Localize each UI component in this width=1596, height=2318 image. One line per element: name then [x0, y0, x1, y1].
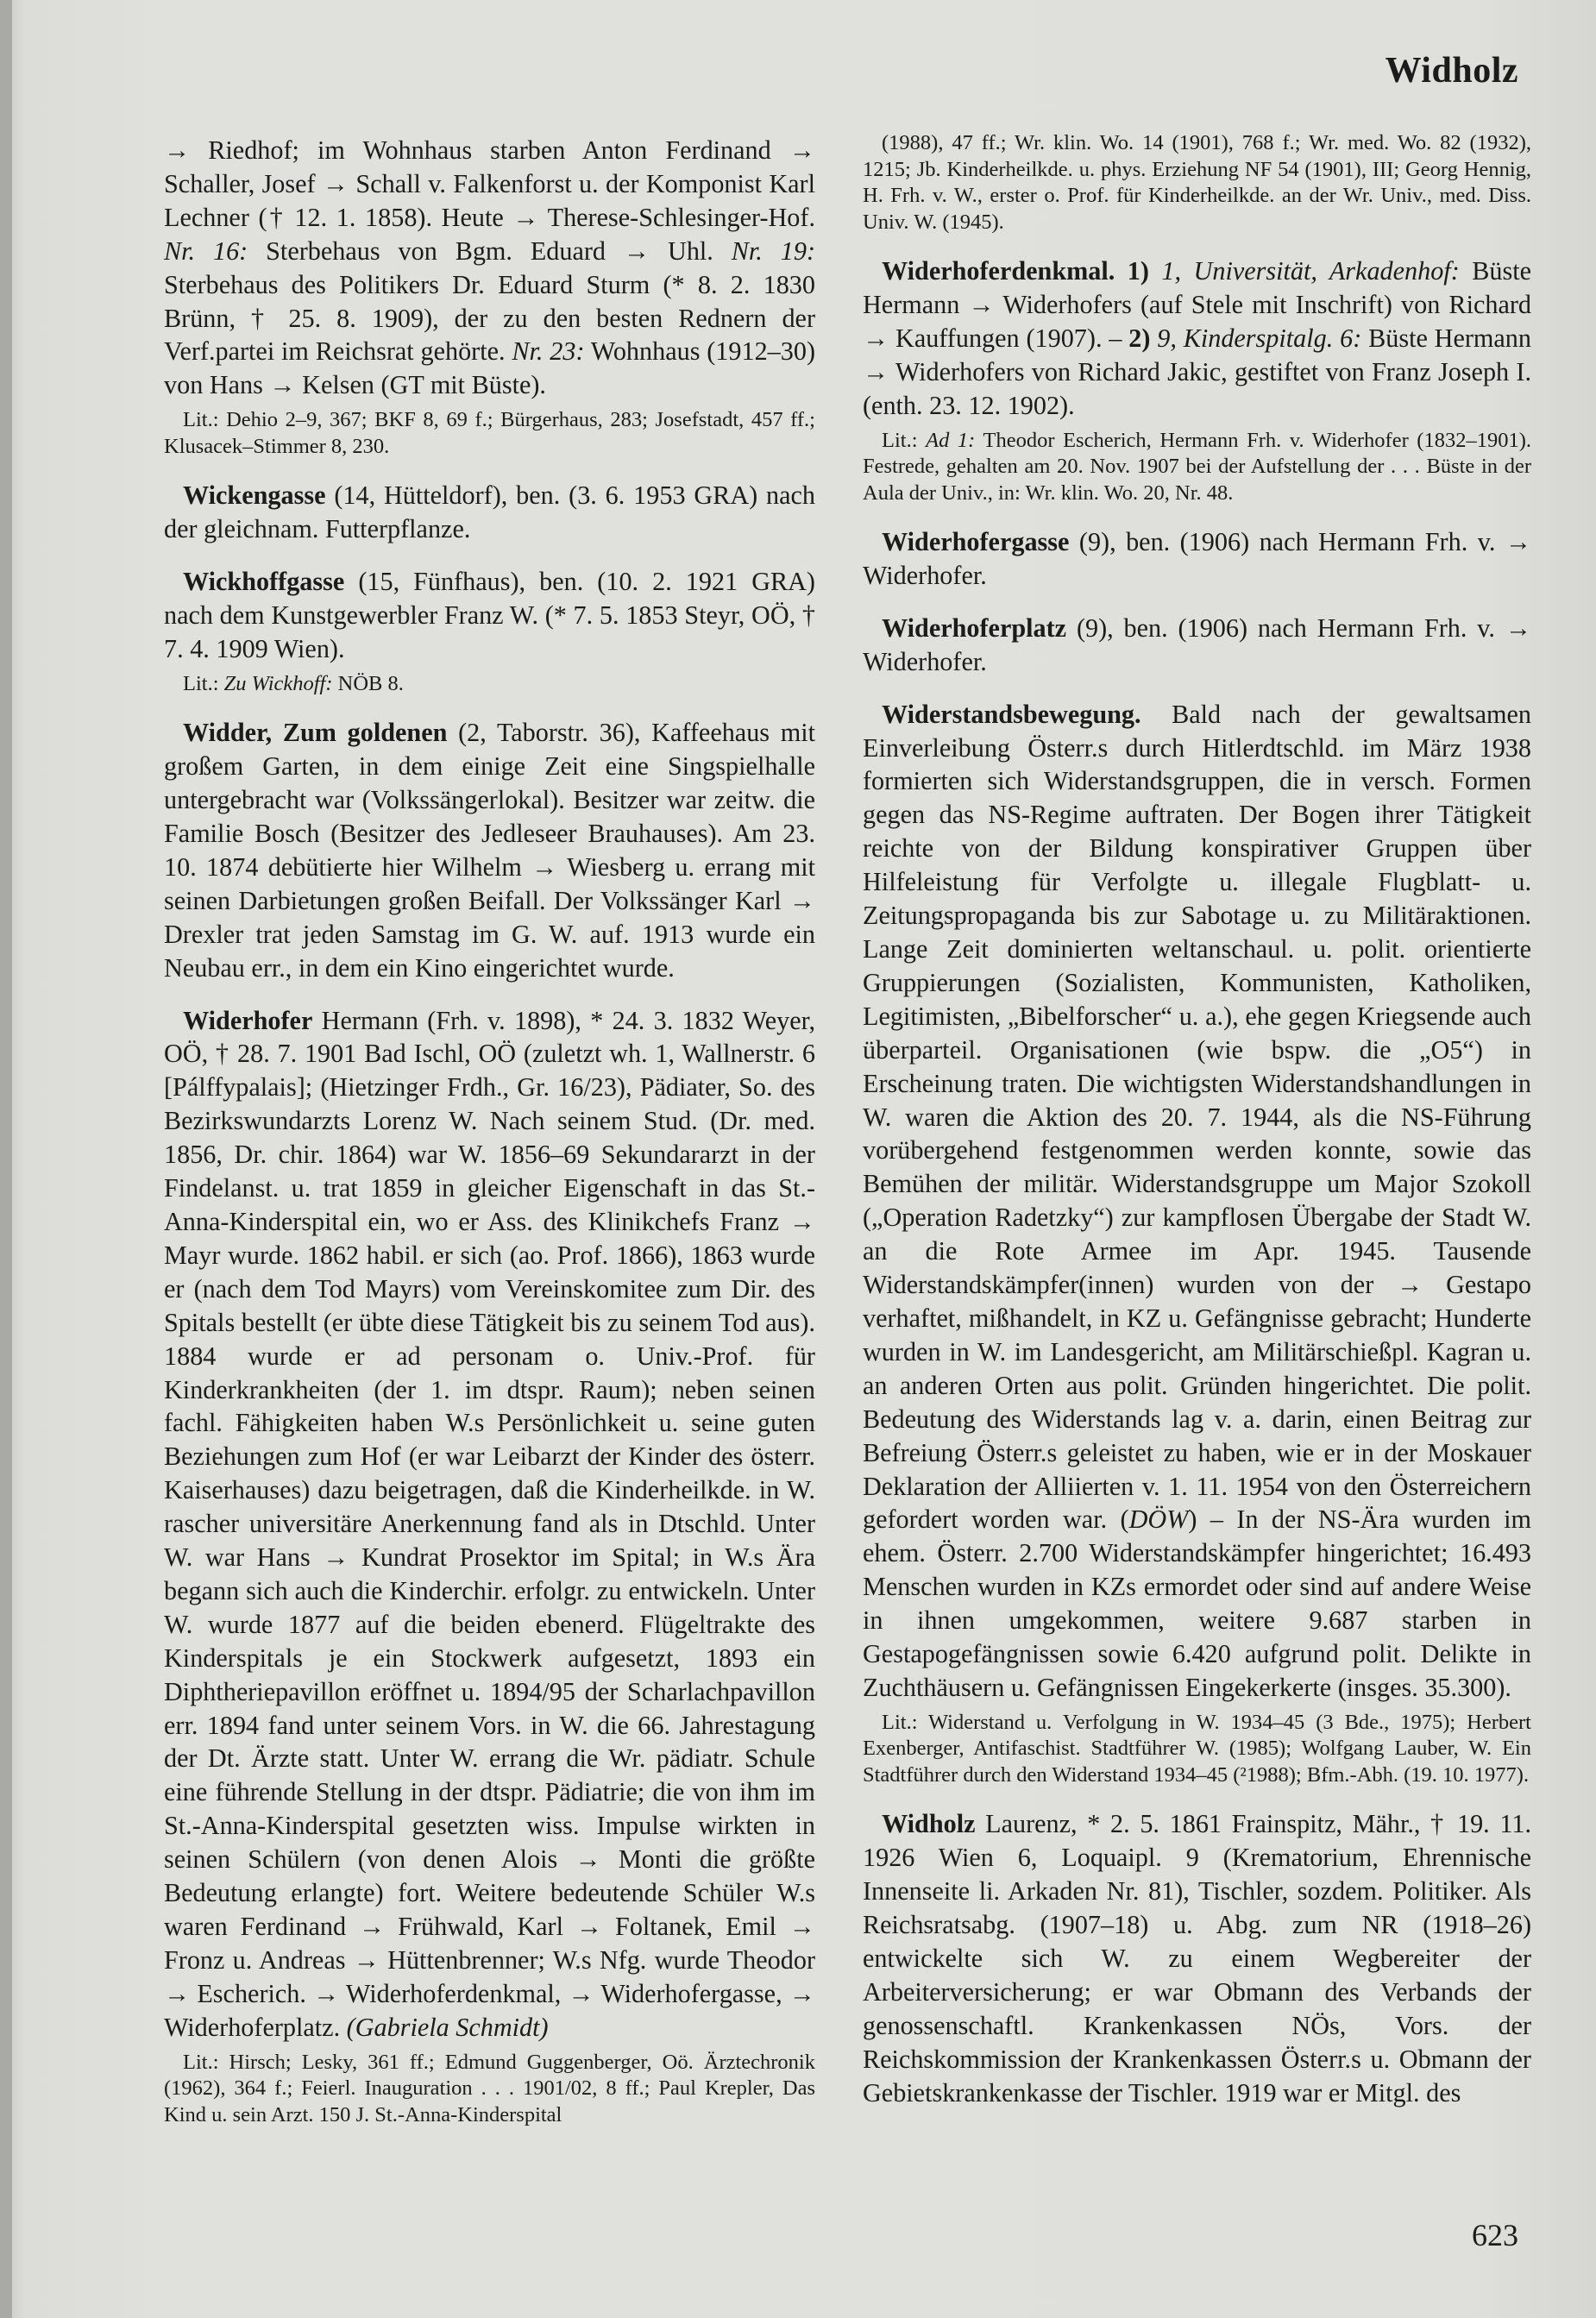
entry-widerhofer: Widerhofer Hermann (Frh. v. 1898), * 24. 3. 1832 Weyer, OÖ, † 28. 7. 1901 Bad Ischl, OÖ (zuletzt wh. 1, Wallnerstr. 6 [Pálffypalais]; (Hietzinger Frdh., Gr. 16/23), Pädiater, So. des Bezirkswundarzts Lorenz W. Nach seinem Stud. (Dr. med. 1856, Dr. chir. 1864) war W. 1856–69 Sekundararzt in der Findelanst. u. trat 1859 in gleicher Eigenschaft in das St.-Anna-Kinderspital ein, wo er Ass. des Klinikchefs Franz → Mayr wurde. 1862 habil. er sich (ao. Prof. 1866), 1863 wurde er (nach dem Tod Mayrs) vom Vereinskomitee zum Dir. des Spitals bestellt (er übte diese Tätigkeit bis zu seinem Tod aus). 1884 wurde er ad personam o. Univ.-Prof. für Kinderkrankheiten (der 1. im dtspr. Raum); neben seinen fachl. Fähigkeiten haben W.s Persönlichkeit u. seine guten Beziehungen zum Hof (er war Leibarzt der Kinder des österr. Kaiserhauses) dazu beigetragen, daß die Kinderheilkde. in W. rascher universitäre Anerkennung fand als in Dtschld. Unter W. war Hans → Kundrat Prosektor im Spital; in W.s Ära begann sich auch die Kinderchir. erfolgr. zu entwickeln. Unter W. wurde 1877 auf die beiden ebenerd. Flügeltrakte des Kinderspitals je ein Stockwerk aufgesetzt, 1893 ein Diphtheriepavillon eröffnet u. 1894/95 der Scharlachpavillon err. 1894 fand unter seinem Vors. in W. die 66. Jahrestagung der Dt. Ärzte statt. Unter W. errang die Wr. pädiatr. Schule eine führende Stellung in der dtspr. Pädiatrie; die von ihm im St.-Anna-Kinderspital gesetzten wiss. Impulse wirkten in seinen Schülern (von denen Alois → Monti die größte Bedeutung erlangte) fort. Weitere bedeutende Schüler W.s waren Ferdinand → Frühwald, Karl → Foltanek, Emil → Fronz u. Andreas → Hüttenbrenner; W.s Nfg. wurde Theodor → Escherich. → Widerhoferdenkmal, → Widerhofergasse, → Widerhoferplatz. (Gabriela Schmidt) — [164, 1005, 815, 2042]
entry-widerhofergasse: Widerhofergasse (9), ben. (1906) nach Hermann Frh. v. → Widerhofer. — [863, 527, 1532, 590]
literature-note: Lit.: Ad 1: Theodor Escherich, Hermann Frh. v. Widerhofer (1832–1901). Festrede, gehalten am 20. Nov. 1907 bei der Aufstellung der . . . Büste in der Aula der Univ., in: Wr. klin. Wo. 20, Nr. 48. — [863, 428, 1532, 505]
entry-widerhoferdenkmal: Widerhoferdenkmal. 1) 1, Universität, Arkadenhof: Büste Hermann → Widerhofers (auf Stele mit Inschrift) von Richard → Kauffungen (1907). – 2) 9, Kinderspitalg. 6: Büste Hermann → Widerhofers von Richard Jakic, gestiftet von Franz Joseph I. (enth. 23. 12. 1902). — [863, 256, 1531, 420]
author-credit: (Gabriela Schmidt) — [346, 2012, 549, 2042]
literature-note: Lit.: Hirsch; Lesky, 361 ff.; Edmund Guggenberger, Oö. Ärztechronik (1962), 364 f.; Feierl. Inauguration . . . 1901/02, 8 ff.; Paul Krepler, Das Kind u. sein Arzt. 150 J. St.-Anna-Kinderspital — [164, 2050, 815, 2126]
headword: Widerstandsbewegung. — [882, 699, 1141, 729]
left-column — [164, 134, 815, 2147]
literature-note: Lit.: Dehio 2–9, 367; BKF 8, 69 f.; Bürgerhaus, 283; Josefstadt, 457 ff.; Klusacek–Stimmer 8, 230. — [164, 408, 815, 458]
headword: Widerhoferplatz — [882, 612, 1067, 643]
entry-wickengasse: Wickengasse (14, Hütteldorf), ben. (3. 6. 1953 GRA) nach der gleichnam. Futterpflanze. — [164, 481, 815, 544]
page-number: 623 — [1472, 2218, 1518, 2252]
headword: Widerhofer — [183, 1005, 313, 1035]
literature-note: Lit.: Zu Wickhoff: NÖB 8. — [183, 671, 404, 695]
literature-note: Lit.: Widerstand u. Verfolgung in W. 1934–45 (3 Bde., 1975); Herbert Exenberger, Antifaschist. Stadtführer W. (1985); Wolfgang Lauber, W. Ein Stadtführer durch den Widerstand 1934–45 (²1988); Bfm.-Abh. (19. 10. 1977). — [863, 1710, 1531, 1787]
entry-widholz: Widholz Laurenz, * 2. 5. 1861 Frainspitz, Mähr., † 19. 11. 1926 Wien 6, Loquaipl. 9 (Krematorium, Ehrennische Innenseite li. Arkaden Nr. 81), Tischler, sozdem. Politiker. Als Reichsratsabg. (1907–18) u. Abg. zum NR (1918–26) entwickelte sich W. zu einem Wegbereiter der Arbeiterversicherung; er war Obmann des Verbands der genossenschaftl. Krankenkassen NÖs, Vors. der Reichskommission der Krankenkassen Österr.s u. Obmann der Gebietskrankenkasse der Tischler. 1919 war er Mitgl. des — [863, 1809, 1531, 2108]
headword: Widder, Zum goldenen — [183, 718, 448, 748]
running-header: Widholz — [1385, 51, 1518, 91]
right-column — [863, 131, 1532, 2129]
entry-widerhoferplatz: Widerhoferplatz (9), ben. (1906) nach Hermann Frh. v. → Widerhofer. — [863, 612, 1532, 676]
entry-widerstandsbewegung: Widerstandsbewegung. Bald nach der gewaltsamen Einverleibung Österr.s durch Hitlerdtschld. im März 1938 formierten sich Widerstandsgruppen, die in versch. Formen gegen das NS-Regime auftraten. Der Bogen ihrer Tätigkeit reichte von der Bildung konspirativer Gruppen über Hilfeleistung für Verfolgte u. illegale Flugblatt- u. Zeitungspropaganda bis zur Sabotage u. zu Militäraktionen. Lange Zeit dominierten weltanschaul. u. polit. orientierte Gruppierungen (Sozialisten, Kommunisten, Katholiken, Legitimisten, „Bibelforscher“ u. a.), ehe gegen Kriegsende auch überparteil. Organisationen (wie bspw. die „O5“) in Erscheinung traten. Die wichtigsten Widerstandshandlungen in W. waren die Aktion des 20. 7. 1944, als die NS-Führung vorübergehend festgenommen werden konnte, sowie das Bemühen der militär. Widerstandsgruppe um Major Szokoll („Operation Radetzky“) zur kampflosen Übergabe der Stadt W. an die Rote Armee im Apr. 1945. Tausende Widerstandskämpfer(innen) wurden von der → Gestapo verhaftet, mißhandelt, in KZ u. Gefängnisse gebracht; Hunderte wurden in W. im Landesgericht, am Militärschießpl. Kagran u. an anderen Orten aus polit. Gründen hingerichtet. Die polit. Bedeutung des Widerstands lag v. a. darin, einen Beitrag zur Befreiung Österr.s geleistet zu haben, wie er in der Moskauer Deklaration der Alliierten v. 1. 11. 1954 von den Österreichern gefordert worden war. (DÖW) – In der NS-Ära wurden im ehem. Österr. 2.700 Widerstandskämpfer hingerichtet; 16.493 Menschen wurden in KZs ermordet oder sind auf andere Weise in ihnen umgekommen, weitere 9.687 starben in Gestapogefängnissen sowie 6.420 aufgrund polit. Delikte in Zuchthäusern u. Gefängnissen Eingekerkerte (insges. 35.300). — [863, 699, 1532, 1702]
page-binding-edge — [0, 0, 12, 2318]
entry-wickhoffgasse: Wickhoffgasse (15, Fünfhaus), ben. (10. 2. 1921 GRA) nach dem Kunstgewerbler Franz W. (* 7. 5. 1853 Steyr, OÖ, † 7. 4. 1909 Wien). — [164, 567, 815, 663]
headword: Widerhoferdenkmal. — [882, 256, 1115, 286]
headword: Wickengasse — [183, 481, 326, 511]
headword: Wickhoffgasse — [183, 567, 345, 597]
literature-note-continued: (1988), 47 ff.; Wr. klin. Wo. 14 (1901), 768 f.; Wr. med. Wo. 82 (1932), 1215; Jb. Kinderheilkde. u. phys. Erziehung NF 54 (1901), III; Georg Hennig, H. Frh. v. W., erster o. Prof. für Kinderheilkde. an der Wr. Univ., med. Diss. Univ. W. (1945). — [863, 131, 1531, 234]
headword: Widholz — [882, 1809, 976, 1839]
entry-widder: Widder, Zum goldenen (2, Taborstr. 36), Kaffeehaus mit großem Garten, in dem einige Zeit eine Singspielhalle untergebracht war (Volkssängerlokal). Besitzer war zeitw. die Familie Bosch (Besitzer des Jedleseer Brauhauses). Am 23. 10. 1874 debütierte hier Wilhelm → Wiesberg u. errang mit seinen Darbietungen großen Beifall. Der Volkssänger Karl → Drexler trat jeden Samstag im G. W. auf. 1913 wurde ein Neubau err., in dem ein Kino eingerichtet wurde. — [164, 718, 815, 983]
entry-continuation: → Riedhof; im Wohnhaus starben Anton Ferdinand → Schaller, Josef → Schall v. Falkenforst u. der Komponist Karl Lechner († 12. 1. 1858). Heute → Therese-Schlesinger-Hof. Nr. 16: Sterbehaus von Bgm. Eduard → Uhl. Nr. 19: Sterbehaus des Politikers Dr. Eduard Sturm (* 8. 2. 1830 Brünn, † 25. 8. 1909), der zu den besten Rednern der Verf.partei im Reichsrat gehörte. Nr. 23: Wohnhaus (1912–30) von Hans → Kelsen (GT mit Büste). — [164, 135, 816, 400]
headword: Widerhofergasse — [882, 527, 1070, 557]
